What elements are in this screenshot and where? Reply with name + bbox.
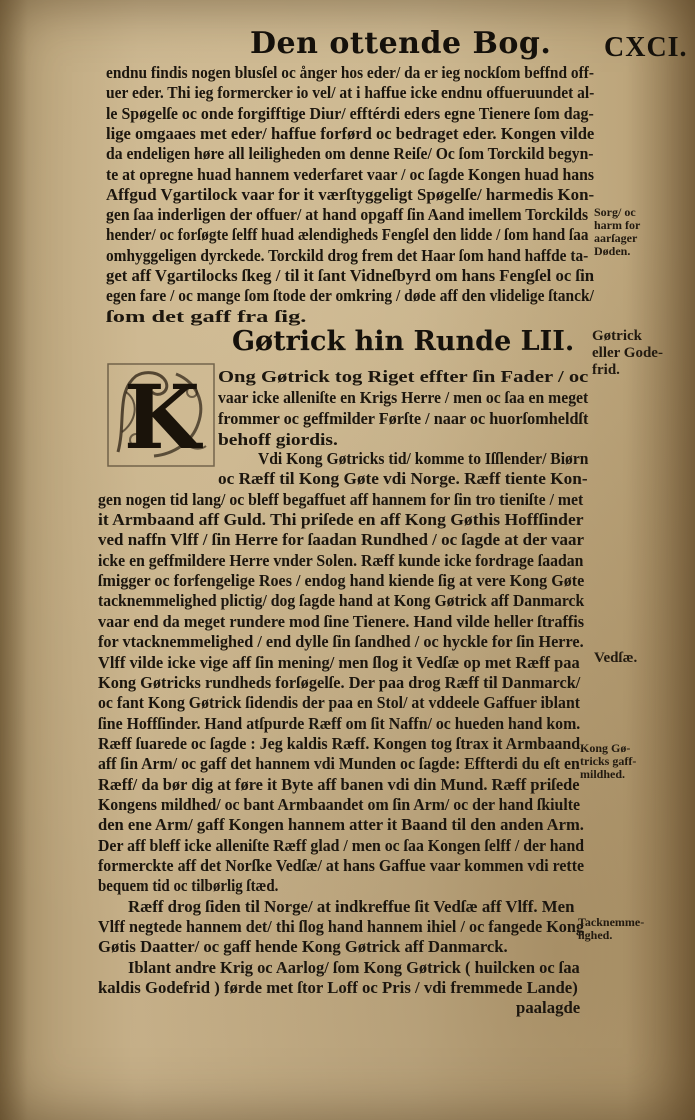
- text-line: Kongens mildhed/ oc bant Armbaandet om ſin Arm/ oc der hand ſkiulte: [98, 794, 581, 814]
- chapter-heading: Gøtrick hin Runde LII.: [232, 326, 575, 357]
- text-line: vaar end da meget rundere mod ſine Tienere. Hand vilde heller ſtraffis: [98, 611, 585, 631]
- text-line: kaldis Godefrid ) førde met ſtor Loff oc Pris / vdi fremmede Lande): [98, 978, 578, 998]
- text-line: den ene Arm/ gaff Kongen hannem atter it Baand til den anden Arm.: [98, 815, 584, 835]
- margin-line: mildhed.: [580, 767, 626, 781]
- text-line: le Spøgelſe oc onde forgifftige Diur/ efftérdi eders egne Tienere ſom dag-: [106, 103, 594, 123]
- text-line: get aff Vgartilocks ſkeg / til it ſant Vidneſbyrd om hans Fengſel oc ſin: [106, 266, 595, 285]
- text-line: ſom det gaff fra ſig.: [106, 306, 307, 326]
- text-line: Ong Gøtrick tog Riget effter ſin Fader / oc: [218, 367, 589, 386]
- text-line: icke en geffmildere Herre vnder Solen. Ræff kunde icke fordrage ſaadan: [98, 550, 584, 570]
- marginal-note-vedsae: [594, 650, 637, 667]
- text-line: Ræff drog ſiden til Norge/ at indkreffue ſit Vedſæ aff Vlff. Men: [128, 896, 575, 916]
- text-line: bequem tid oc tilbørlig ſtæd.: [98, 876, 279, 896]
- text-line: Vdi Kong Gøtricks tid/ komme to Iſſlender/ Biørn: [258, 449, 589, 468]
- margin-line: lighed.: [578, 928, 613, 942]
- text-line: egen fare / oc mange ſom ſtode der omkring / døde aff den vlidelige ſtanck/: [106, 286, 594, 306]
- marginal-note-gratitude: [578, 916, 644, 942]
- text-line: formerckte aff det Norſke Vedſæ/ at hans Gaffue vaar kommen vdi rette: [98, 856, 585, 875]
- text-line: Vlff negtede hannem det/ thi ſlog hand hannem ihiel / oc fangede Kong: [98, 917, 584, 937]
- decorated-initial: [106, 362, 216, 468]
- text-line: Vlff vilde icke vige aff ſin mening/ men ſlog it Vedſæ op met Ræff paa: [98, 652, 580, 672]
- margin-line: tricks gaff-: [580, 754, 637, 768]
- text-line: uer eder. Thi ieg formercker io vel/ at i haffue icke endnu offueruundet al-: [106, 83, 595, 103]
- text-line: vaar icke alleniſte en Krigs Herre / men oc ſaa en meget: [218, 388, 589, 407]
- marginal-note-gotrick: [592, 328, 663, 379]
- text-line: hender/ oc forſøgte ſelff huad ælendigheds Fengſel den lidde / ſom hand ſaa: [106, 225, 589, 245]
- text-line: ved naffn Vlff / ſin Herre for ſaadan Rundhed / oc ſagde at der vaar: [98, 530, 585, 550]
- text-line: omhyggeligen dyrckede. Torckild drog frem det Haar ſom hand haffde ta-: [106, 245, 589, 265]
- text-line: paalagde: [516, 998, 581, 1018]
- text-line: Der aff bleff icke alleniſte Ræff glad / men oc ſaa Kongen ſelff / der hand: [98, 835, 585, 855]
- text-line: ſine Hoffſinder. Hand atſpurde Ræff om ſit Naffn/ oc hueden hand kom.: [98, 713, 581, 733]
- text-line: Ræff/ da bør dig at føre it Byte aff banen vdi din Mund. Ræff priſede: [98, 774, 580, 794]
- marginal-note-sorrow: [594, 206, 640, 258]
- margin-line: Gøtrick: [592, 328, 642, 344]
- text-line: da endeligen høre all leiligheden om denne Reiſe/ Oc ſom Torckild begyn-: [106, 144, 594, 164]
- initial-letter: K: [123, 365, 201, 468]
- margin-line: aarſager: [594, 231, 638, 245]
- margin-line: harm for: [594, 218, 641, 232]
- text-line: it Armbaand aff Guld. Thi priſede en aff Kong Gøthis Hoffſinder: [98, 510, 584, 530]
- folio-number: CXCI.: [604, 32, 688, 63]
- margin-line: Døden.: [594, 244, 631, 258]
- text-line: te at opregne huad hannem vederfaret vaar / oc ſagde Kongen huad hans: [106, 164, 595, 184]
- margin-line: Kong Gø-: [580, 741, 631, 755]
- text-line: Ræff ſuarede oc ſagde : Jeg kaldis Ræff. Kongen tog ſtrax it Armbaand: [98, 733, 581, 753]
- text-line: aff ſin Arm/ oc gaff det hannem vdi Munden oc ſagde: Effterdi du eſt en: [98, 754, 580, 774]
- initial-ornament-icon: [106, 362, 216, 468]
- text-line: lige omgaaes met eder/ haffue forførd oc bedraget eder. Kongen vilde: [106, 123, 595, 143]
- text-line: Gøtis Daatter/ oc gaff hende Kong Gøtrick aff Danmarck.: [98, 937, 508, 957]
- text-line: behoff giordis.: [218, 430, 338, 449]
- text-line: for vtacknemmelighed / end dylle ſin ſandhed / oc hyckle for ſin Herre.: [98, 632, 584, 652]
- margin-line: eller Gode-: [592, 345, 663, 361]
- running-title: Den ottende Bog.: [250, 26, 552, 61]
- marginal-note-generosity: [580, 742, 636, 781]
- margin-line: Sorg/ oc: [594, 205, 636, 219]
- margin-line: frid.: [592, 362, 620, 378]
- text-line: endnu findis nogen blusſel oc ånger hos eder/ da er ieg nockſom beffnd off-: [106, 63, 594, 82]
- text-line: tacknemmelighed plictig/ dog ſagde hand at Kong Gøtrick aff Danmarck: [98, 591, 585, 611]
- text-line: Kong Gøtricks rundheds forſøgelſe. Der paa drog Ræff til Danmarck/: [98, 672, 581, 692]
- margin-line: Vedſæ.: [594, 650, 638, 666]
- text-line: oc fant Kong Gøtrick ſidendis der paa en Stol/ at vddeele Gaffuer iblant: [98, 693, 581, 713]
- text-line: oc Ræff til Kong Gøte vdi Norge. Ræff tiente Kon-: [218, 469, 588, 489]
- text-line: gen nogen tid lang/ oc bleff begaffuet aff hannem for ſin tro tieniſte / met: [98, 489, 584, 509]
- margin-line: Tacknemme-: [578, 915, 645, 929]
- text-line: Affgud Vgartilock vaar for it værſtyggeligt Spøgelſe/ harmedis Kon-: [106, 184, 595, 204]
- text-line: frommer oc geffmilder Førſte / naar oc huorſomheldſt: [218, 409, 589, 428]
- text-line: Iblant andre Krig oc Aarlog/ ſom Kong Gøtrick ( huilcken oc ſaa: [128, 957, 580, 977]
- text-line: gen ſaa inderligen der offuer/ at hand opgaff ſin Aand imellem Torckilds: [106, 205, 589, 225]
- text-line: ſmigger oc forfengelige Roes / endog hand kiende ſig at vere Kong Gøte: [98, 571, 585, 591]
